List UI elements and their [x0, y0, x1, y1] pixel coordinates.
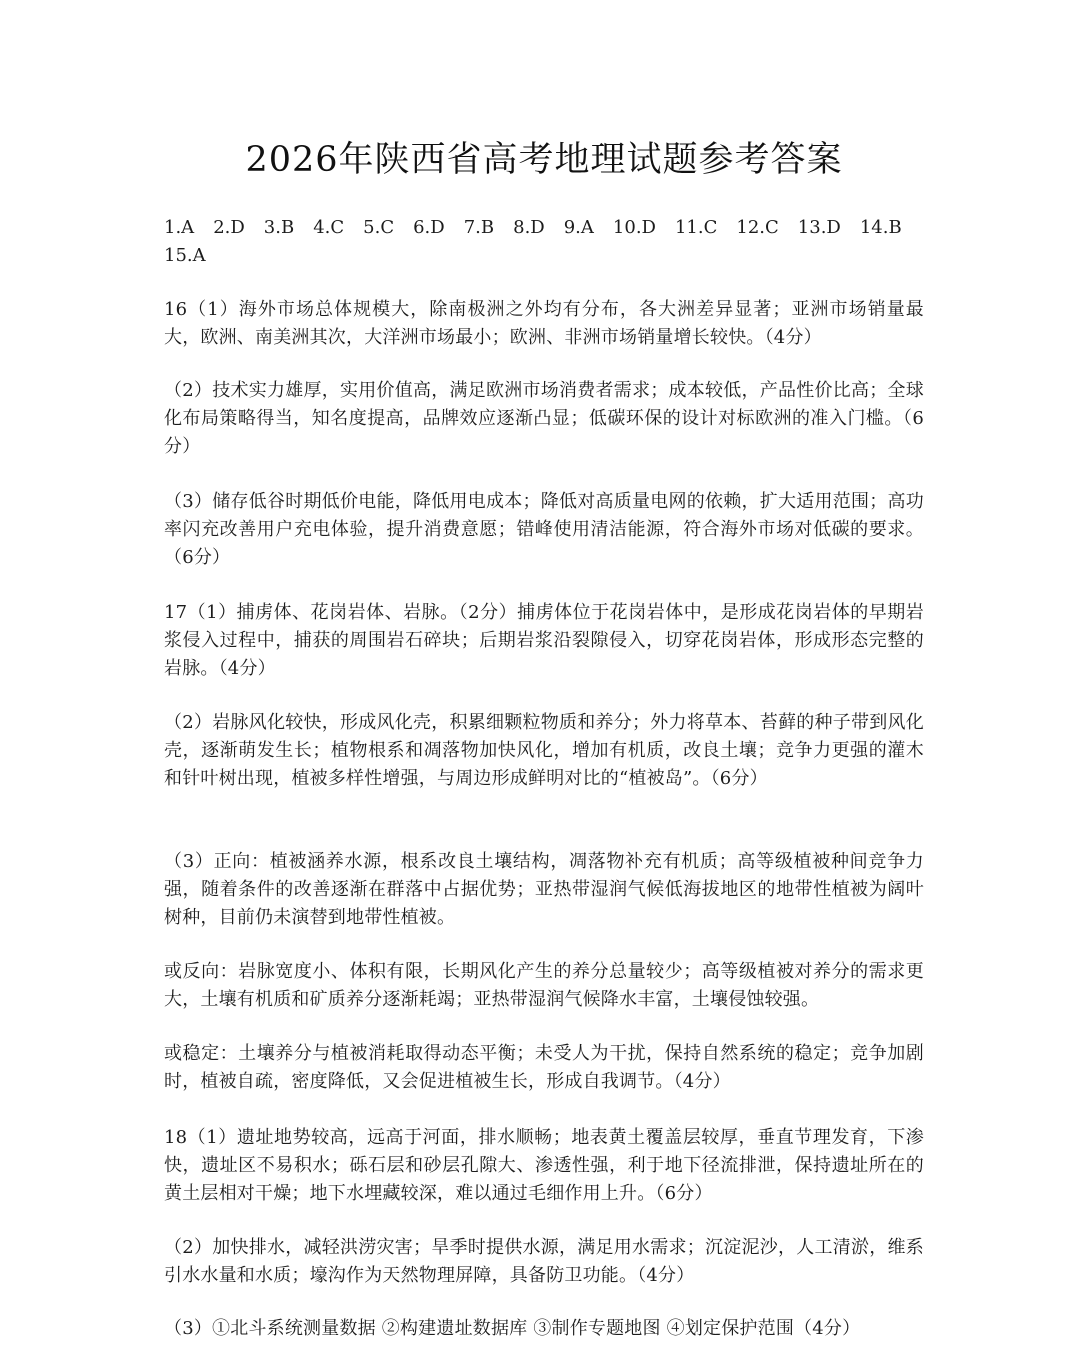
answer-item: 3.B [263, 217, 295, 238]
answer-item: 6.D [413, 217, 445, 238]
answer-item: 13.D [797, 217, 841, 238]
answer-item: 9.A [563, 217, 594, 238]
q17-part3-stable: 或稳定：土壤养分与植被消耗取得动态平衡；未受人为干扰，保持自然系统的稳定；竞争加剧时，植被自疏，密度降低，又会促进植被生长，形成自我调节。（4分） [164, 1043, 924, 1092]
q16-part1: 16（1）海外市场总体规模大，除南极洲之外均有分布，各大洲差异显著；亚洲市场销量最大，欧洲、南美洲其次，大洋洲市场最小；欧洲、非洲市场销量增长较快。（4分） [164, 299, 924, 348]
answer-item: 5.C [363, 217, 395, 238]
q17-part3-reverse: 或反向：岩脉宽度小、体积有限，长期风化产生的养分总量较少；高等级植被对养分的需求更大，土壤有机质和矿质养分逐渐耗竭；亚热带湿润气候降水丰富，土壤侵蚀较强。 [164, 961, 924, 1010]
answers-line-1 [164, 214, 902, 242]
answer-item: 12.C [736, 217, 779, 238]
q17-part3-positive: （3）正向：植被涵养水源，根系改良土壤结构，凋落物补充有机质；高等级植被种间竞争力强，随着条件的改善逐渐在群落中占据优势；亚热带湿润气候低海拔地区的地带性植被为阔叶树种，目前仍未演替到地带性植被。 [164, 851, 924, 928]
q16-part3: （3）储存低谷时期低价电能，降低用电成本；降低对高质量电网的依赖，扩大适用范围；高功率闪充改善用户充电体验，提升消费意愿；错峰使用清洁能源，符合海外市场对低碳的要求。（6分） [164, 491, 924, 568]
answer-item: 2.D [213, 217, 245, 238]
answer-item: 14.B [859, 217, 902, 238]
answer-item: 11.C [674, 217, 718, 238]
answer-item: 4.C [313, 217, 345, 238]
q16-part2: （2）技术实力雄厚，实用价值高，满足欧洲市场消费者需求；成本较低，产品性价比高；全球化布局策略得当，知名度提高，品牌效应逐渐凸显；低碳环保的设计对标欧洲的准入门槛。（6分） [164, 380, 924, 457]
answers-line-2 [164, 242, 225, 270]
answer-item: 15.A [164, 245, 206, 266]
answer-item: 7.B [463, 217, 495, 238]
page-title: 2026年陕西省高考地理试题参考答案 [245, 140, 843, 180]
q18-part2: （2）加快排水，减轻洪涝灾害；旱季时提供水源，满足用水需求；沉淀泥沙，人工清淤，维系引水水量和水质；壕沟作为天然物理屏障，具备防卫功能。（4分） [164, 1237, 924, 1286]
answer-item: 1.A [164, 217, 195, 238]
answer-item: 8.D [513, 217, 545, 238]
q18-part1: 18（1）遗址地势较高，远高于河面，排水顺畅；地表黄土覆盖层较厚，垂直节理发育，下渗快，遗址区不易积水；砾石层和砂层孔隙大、渗透性强，利于地下径流排泄，保持遗址所在的黄土层相对干燥；地下水埋藏较深，难以通过毛细作用上升。（6分） [164, 1127, 924, 1204]
q17-part1: 17（1）捕虏体、花岗岩体、岩脉。（2分）捕虏体位于花岗岩体中，是形成花岗岩体的早期岩浆侵入过程中，捕获的周围岩石碎块；后期岩浆沿裂隙侵入，切穿花岗岩体，形成形态完整的岩脉。（4分） [164, 602, 924, 679]
q17-part2: （2）岩脉风化较快，形成风化壳，积累细颗粒物质和养分；外力将草本、苔藓的种子带到风化壳，逐渐萌发生长；植物根系和凋落物加快风化，增加有机质，改良土壤；竞争力更强的灌木和针叶树出现，植被多样性增强，与周边形成鲜明对比的“植被岛”。（6分） [164, 712, 924, 789]
answer-item: 10.D [612, 217, 656, 238]
q18-part3: （3）①北斗系统测量数据 ②构建遗址数据库 ③制作专题地图 ④划定保护范围（4分） [164, 1318, 861, 1339]
